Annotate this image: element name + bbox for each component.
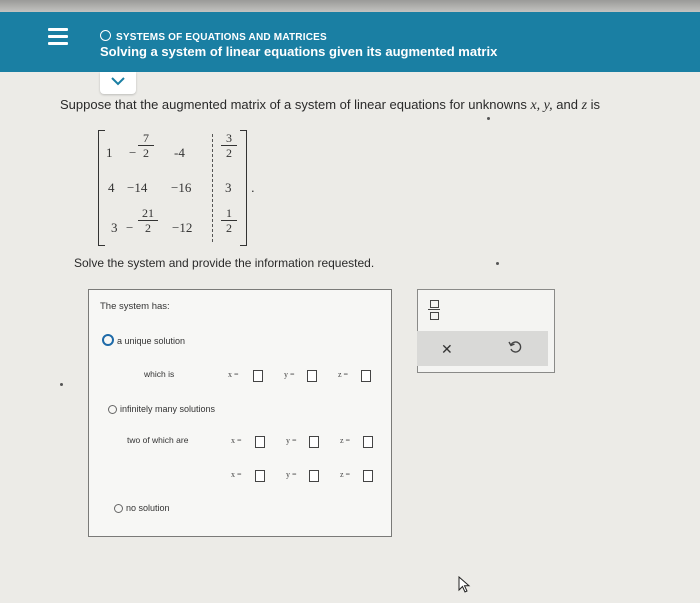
problem-prompt: Suppose that the augmented matrix of a system of linear equations for unknowns x, y, and z is [60, 97, 601, 113]
m12-sign: − [129, 145, 137, 160]
infinite-x2-input[interactable] [255, 470, 265, 482]
tool-action-bar [417, 331, 548, 366]
option-infinite[interactable]: infinitely many solutions [108, 404, 215, 414]
right-bracket [240, 130, 247, 246]
unique-y-input[interactable] [307, 370, 317, 382]
two-of-which-label: two of which are [127, 435, 189, 445]
m32-sign: − [126, 220, 134, 235]
dust-dot [487, 117, 490, 120]
augmented-matrix [98, 128, 248, 248]
system-has-label: The system has: [100, 301, 170, 312]
x-label: x = [231, 470, 242, 479]
unique-x-input[interactable] [253, 370, 263, 382]
matrix-period: . [251, 180, 255, 195]
m33: −12 [172, 220, 193, 235]
infinite-y1-input[interactable] [309, 436, 319, 448]
y-label: y = [286, 470, 297, 479]
m23: −16 [171, 180, 192, 195]
fraction-tool-icon[interactable] [428, 299, 440, 321]
page-title: Solving a system of linear equations given its augmented matrix [100, 44, 498, 59]
x-label: x = [228, 370, 239, 379]
infinite-y2-input[interactable] [309, 470, 319, 482]
m12: $\frac{7}{2}$ [138, 131, 154, 160]
dust-dot [496, 262, 499, 265]
dust-dot [60, 383, 63, 386]
m13: -4 [174, 145, 185, 160]
m22: −14 [127, 180, 148, 195]
infinite-z2-input[interactable] [363, 470, 373, 482]
m11: 1 [106, 145, 113, 160]
undo-icon [508, 340, 522, 354]
circle-icon [100, 30, 111, 41]
m21: 4 [108, 180, 115, 195]
infinite-x1-input[interactable] [255, 436, 265, 448]
mouse-cursor-icon [458, 576, 472, 599]
z-label: z = [340, 436, 351, 445]
infinite-z1-input[interactable] [363, 436, 373, 448]
m31: 3 [111, 220, 118, 235]
clear-button[interactable]: ✕ [441, 341, 453, 357]
radio-none[interactable] [114, 504, 123, 513]
augment-separator [212, 134, 213, 242]
instruction-text: Solve the system and provide the information requested. [74, 256, 375, 270]
unique-z-input[interactable] [361, 370, 371, 382]
z-label: z = [338, 370, 349, 379]
collapse-toggle[interactable] [100, 72, 136, 94]
undo-button[interactable] [508, 340, 522, 359]
section-title: SYSTEMS OF EQUATIONS AND MATRICES [100, 30, 327, 43]
x-label: x = [231, 436, 242, 445]
z-label: z = [340, 470, 351, 479]
m14: $\frac{3}{2}$ [221, 131, 237, 160]
m24: 3 [225, 180, 232, 195]
y-label: y = [284, 370, 295, 379]
menu-icon[interactable] [48, 28, 68, 46]
m32: $\frac{21}{2}$ [138, 206, 158, 235]
radio-infinite[interactable] [108, 405, 117, 414]
radio-unique[interactable] [102, 334, 114, 346]
option-none[interactable]: no solution [114, 503, 170, 513]
option-unique[interactable]: a unique solution [102, 334, 185, 346]
chevron-down-icon [111, 77, 125, 86]
which-is-label: which is [144, 369, 175, 379]
left-bracket [98, 130, 105, 246]
m34: $\frac{1}{2}$ [221, 206, 237, 235]
y-label: y = [286, 436, 297, 445]
